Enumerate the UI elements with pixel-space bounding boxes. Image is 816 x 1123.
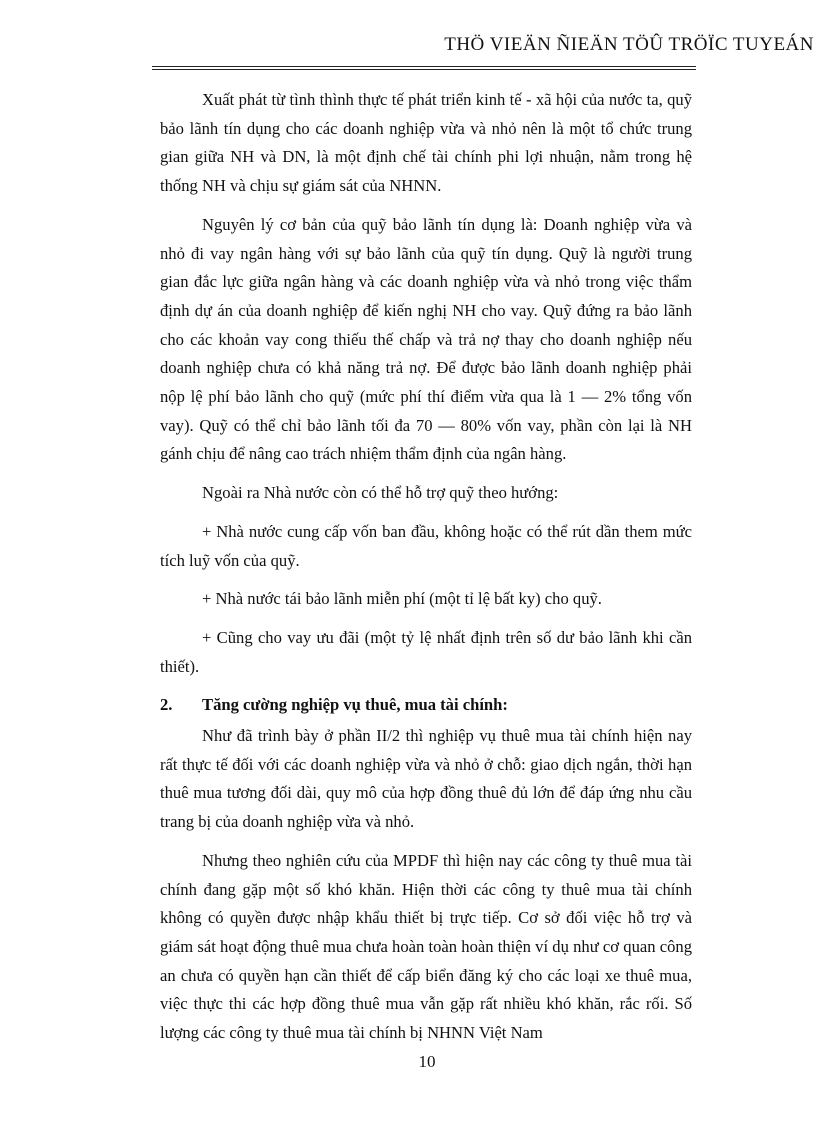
section-heading [160, 691, 692, 720]
paragraph: Xuất phát từ tình thình thực tế phát triển kinh tế - xã hội của nước ta, quỹ bảo lãnh tín dụng cho các doanh nghiệp vừa và nhỏ nên là một tổ chức trung gian giữa NH và DN, là một định chế tài chính phi lợi nhuận, nằm trong hệ thống NH và chịu sự giám sát của NHNN. [160, 90, 692, 196]
header-title: THÖ VIEÄN ÑIEÄN TÖÛ TRÖÏC TUYEÁN [444, 34, 814, 55]
document-body [160, 86, 692, 1058]
paragraph: Ngoài ra Nhà nước còn có thể hỗ trợ quỹ theo hướng: [202, 483, 559, 503]
paragraph: Nhưng theo nghiên cứu của MPDF thì hiện nay các công ty thuê mua tài chính đang gặp một số khó khăn. Hiện thời các công ty thuê mua tài chính không có quyền được nhập khẩu thiết bị trực tiếp. Cơ sở đối việc hỗ trợ và giám sát hoạt động thuê mua chưa hoàn toàn hoàn thiện ví dụ như cơ quan công an chưa có quyền hạn cần thiết để cấp biển đăng ký cho các loại xe thuê mua, việc thực thi các hợp đồng thuê mua vẫn gặp rất nhiều khó khăn, rắc rối. Số lượng các công ty thuê mua tài chính bị NHNN Việt Nam [160, 850, 692, 1043]
section-title: Tăng cường nghiệp vụ thuê, mua tài chính: [202, 695, 508, 715]
page-number: 10 [418, 1052, 436, 1071]
list-item: + Cũng cho vay ưu đãi (một tỷ lệ nhất định trên số dư bảo lãnh khi cần thiết). [160, 627, 692, 676]
section-number: 2. [160, 695, 173, 715]
header-divider [152, 66, 696, 70]
paragraph: Như đã trình bày ở phần II/2 thì nghiệp vụ thuê mua tài chính hiện nay rất thực tế đối với các doanh nghiệp vừa và nhỏ ở chỗ: giao dịch ngắn, thời hạn thuê mua tương đối dài, quy mô của hợp đồng thuê đủ lớn để đáp ứng nhu cầu trang bị của doanh nghiệp vừa và nhỏ. [160, 726, 692, 832]
list-item: + Nhà nước tái bảo lãnh miễn phí (một tỉ lệ bất ky) cho quỹ. [202, 589, 602, 609]
list-item: + Nhà nước cung cấp vốn ban đầu, không hoặc có thể rút dần them mức tích luỹ vốn của quỹ. [160, 521, 692, 570]
paragraph: Nguyên lý cơ bản của quỹ bảo lãnh tín dụng là: Doanh nghiệp vừa và nhỏ đi vay ngân hàng với sự bảo lãnh của quỹ tín dụng. Quỹ là người trung gian đắc lực giữa ngân hàng và các doanh nghiệp vừa và nhỏ trong việc thẩm định dự án của doanh nghiệp để kiến nghị NH cho vay. Quỹ đứng ra bảo lãnh cho các khoản vay cong thiếu thế chấp và trả nợ thay cho doanh nghiệp nếu doanh nghiệp chưa có khả năng trả nợ. Để được bảo lãnh doanh nghiệp phải nộp lệ phí bảo lãnh cho quỹ (mức phí thí điểm vừa qua là 1 — 2% tổng vốn vay). Quỹ có thể chỉ bảo lãnh tối đa 70 — 80% vốn vay, phần còn lại là NH gánh chịu để nâng cao trách nhiệm thẩm định của ngân hàng. [160, 214, 692, 464]
